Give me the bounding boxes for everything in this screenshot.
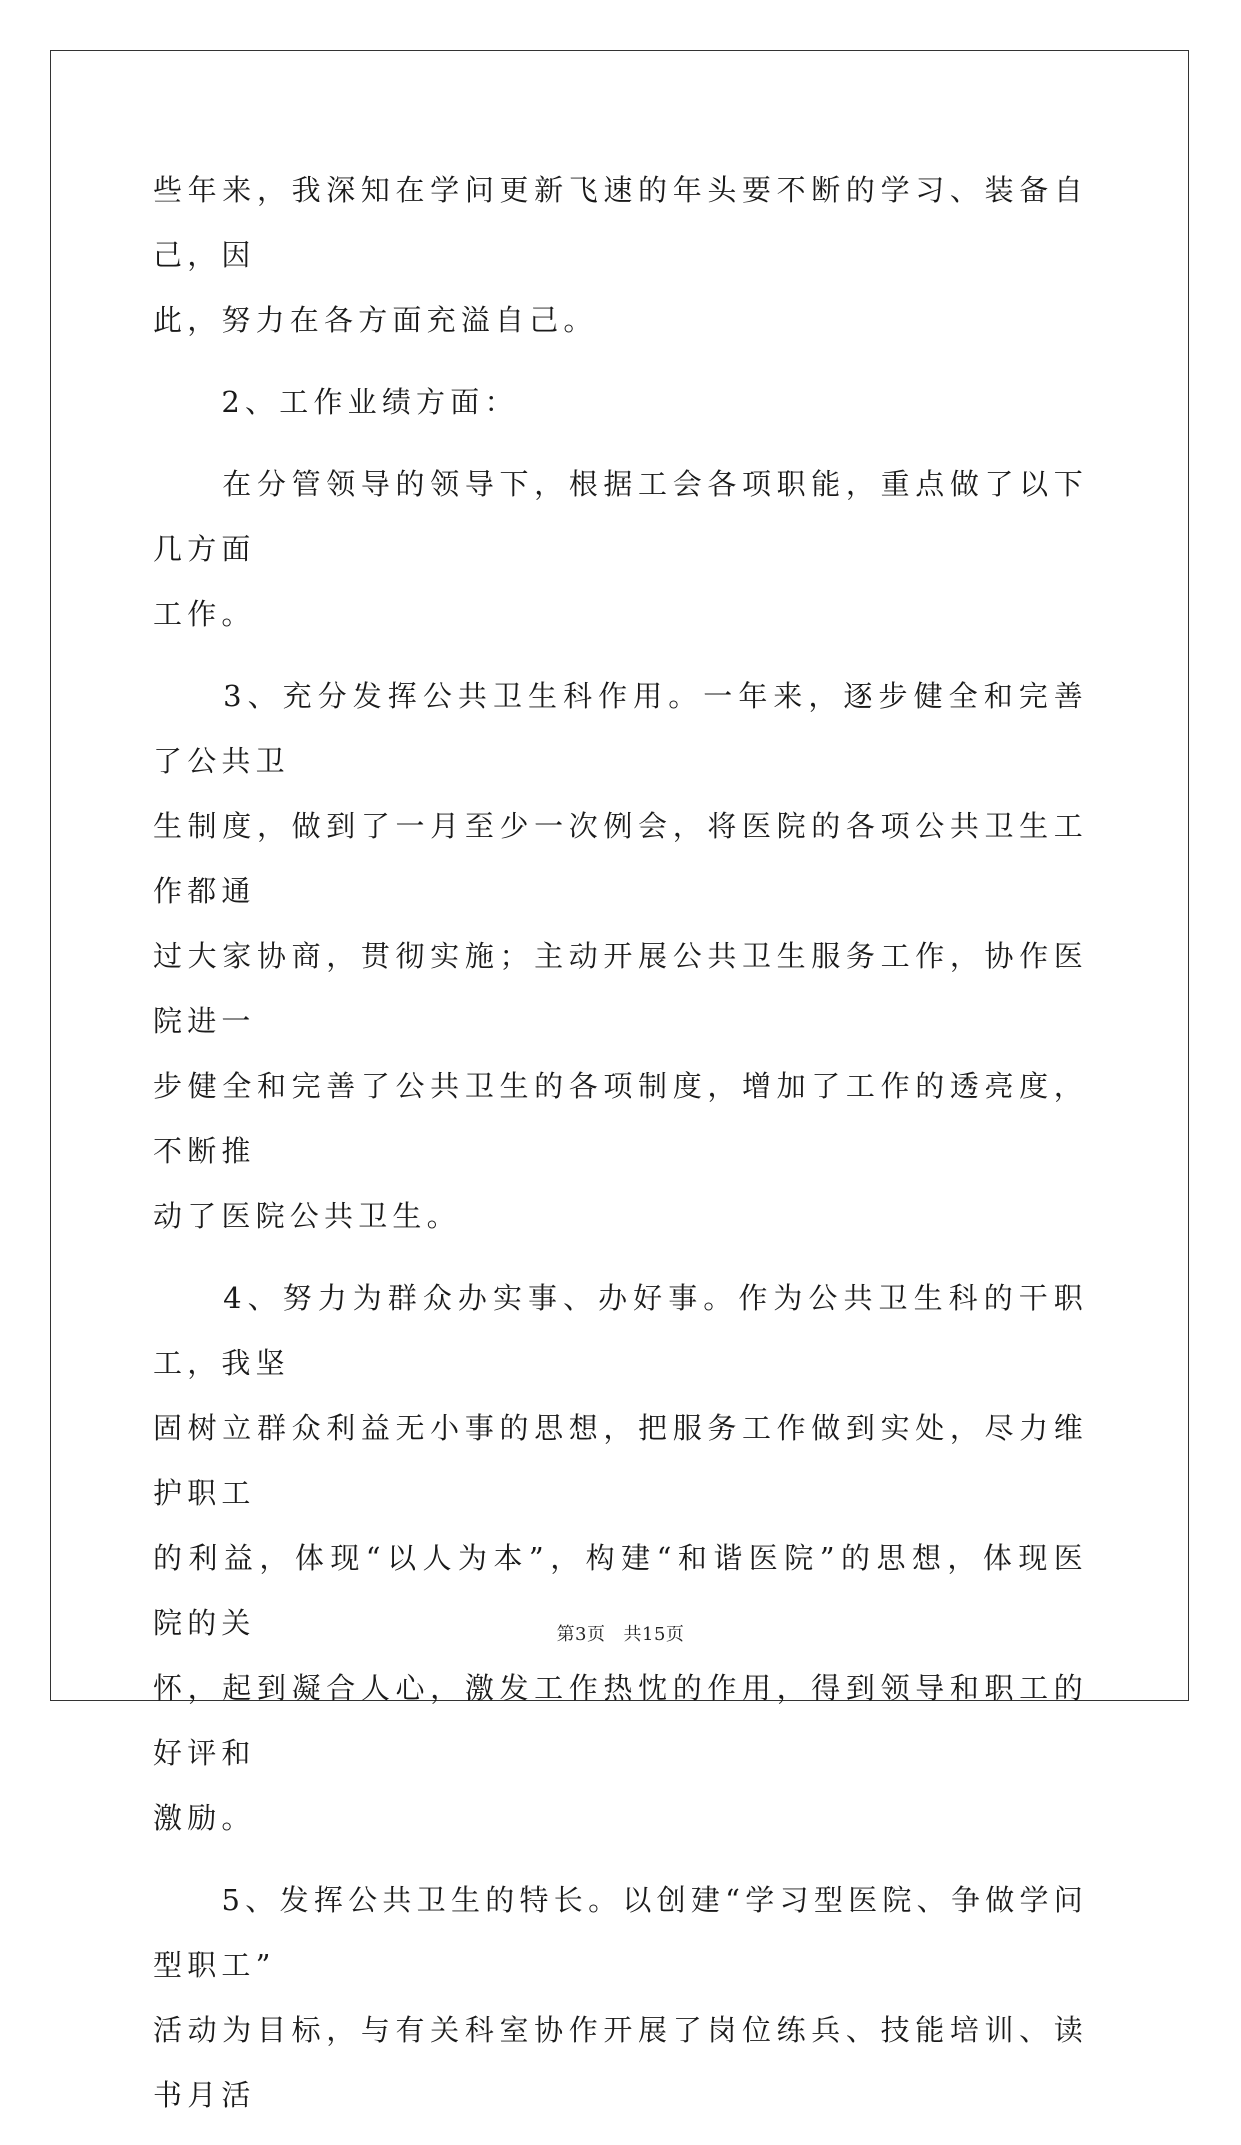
paragraph-1: 些年来，我深知在学问更新飞速的年头要不断的学习、装备自己，因 此，努力在各方面充溢自己。 (153, 173, 1088, 337)
paragraph-2-heading: 2、工作业绩方面： (153, 385, 519, 419)
paragraph-4: 3、充分发挥公共卫生科作用。一年来，逐步健全和完善了公共卫 生制度，做到了一月至少一次例会，将医院的各项公共卫生工作都通 过大家协商，贯彻实施；主动开展公共卫生服务工作，协作医院进一 步健全和完善了公共卫生的各项制度，增加了工作的透亮度，不断推 动了医院公共卫生。 (153, 679, 1088, 1233)
page-total: 共15页 (623, 1624, 685, 1645)
paragraph-3: 在分管领导的领导下，根据工会各项职能，重点做了以下几方面 工作。 (153, 467, 1088, 631)
paragraph-5: 4、努力为群众办实事、办好事。作为公共卫生科的干职工，我坚 固树立群众利益无小事的思想，把服务工作做到实处，尽力维护职工 的利益，体现“以人为本”，构建“和谐医院”的思想，体现医院的关 怀，起到凝合人心，激发工作热忱的作用，得到领导和职工的好评和 激励。 (153, 1281, 1088, 1835)
paragraph-6: 5、发挥公共卫生的特长。以创建“学习型医院、争做学问型职工” 活动为目标，与有关科室协作开展了岗位练兵、技能培训、读书月活 (153, 1883, 1088, 2112)
document-body (153, 158, 1088, 2145)
page-number: 第3页 (556, 1624, 606, 1645)
page-footer (0, 1620, 1241, 1646)
